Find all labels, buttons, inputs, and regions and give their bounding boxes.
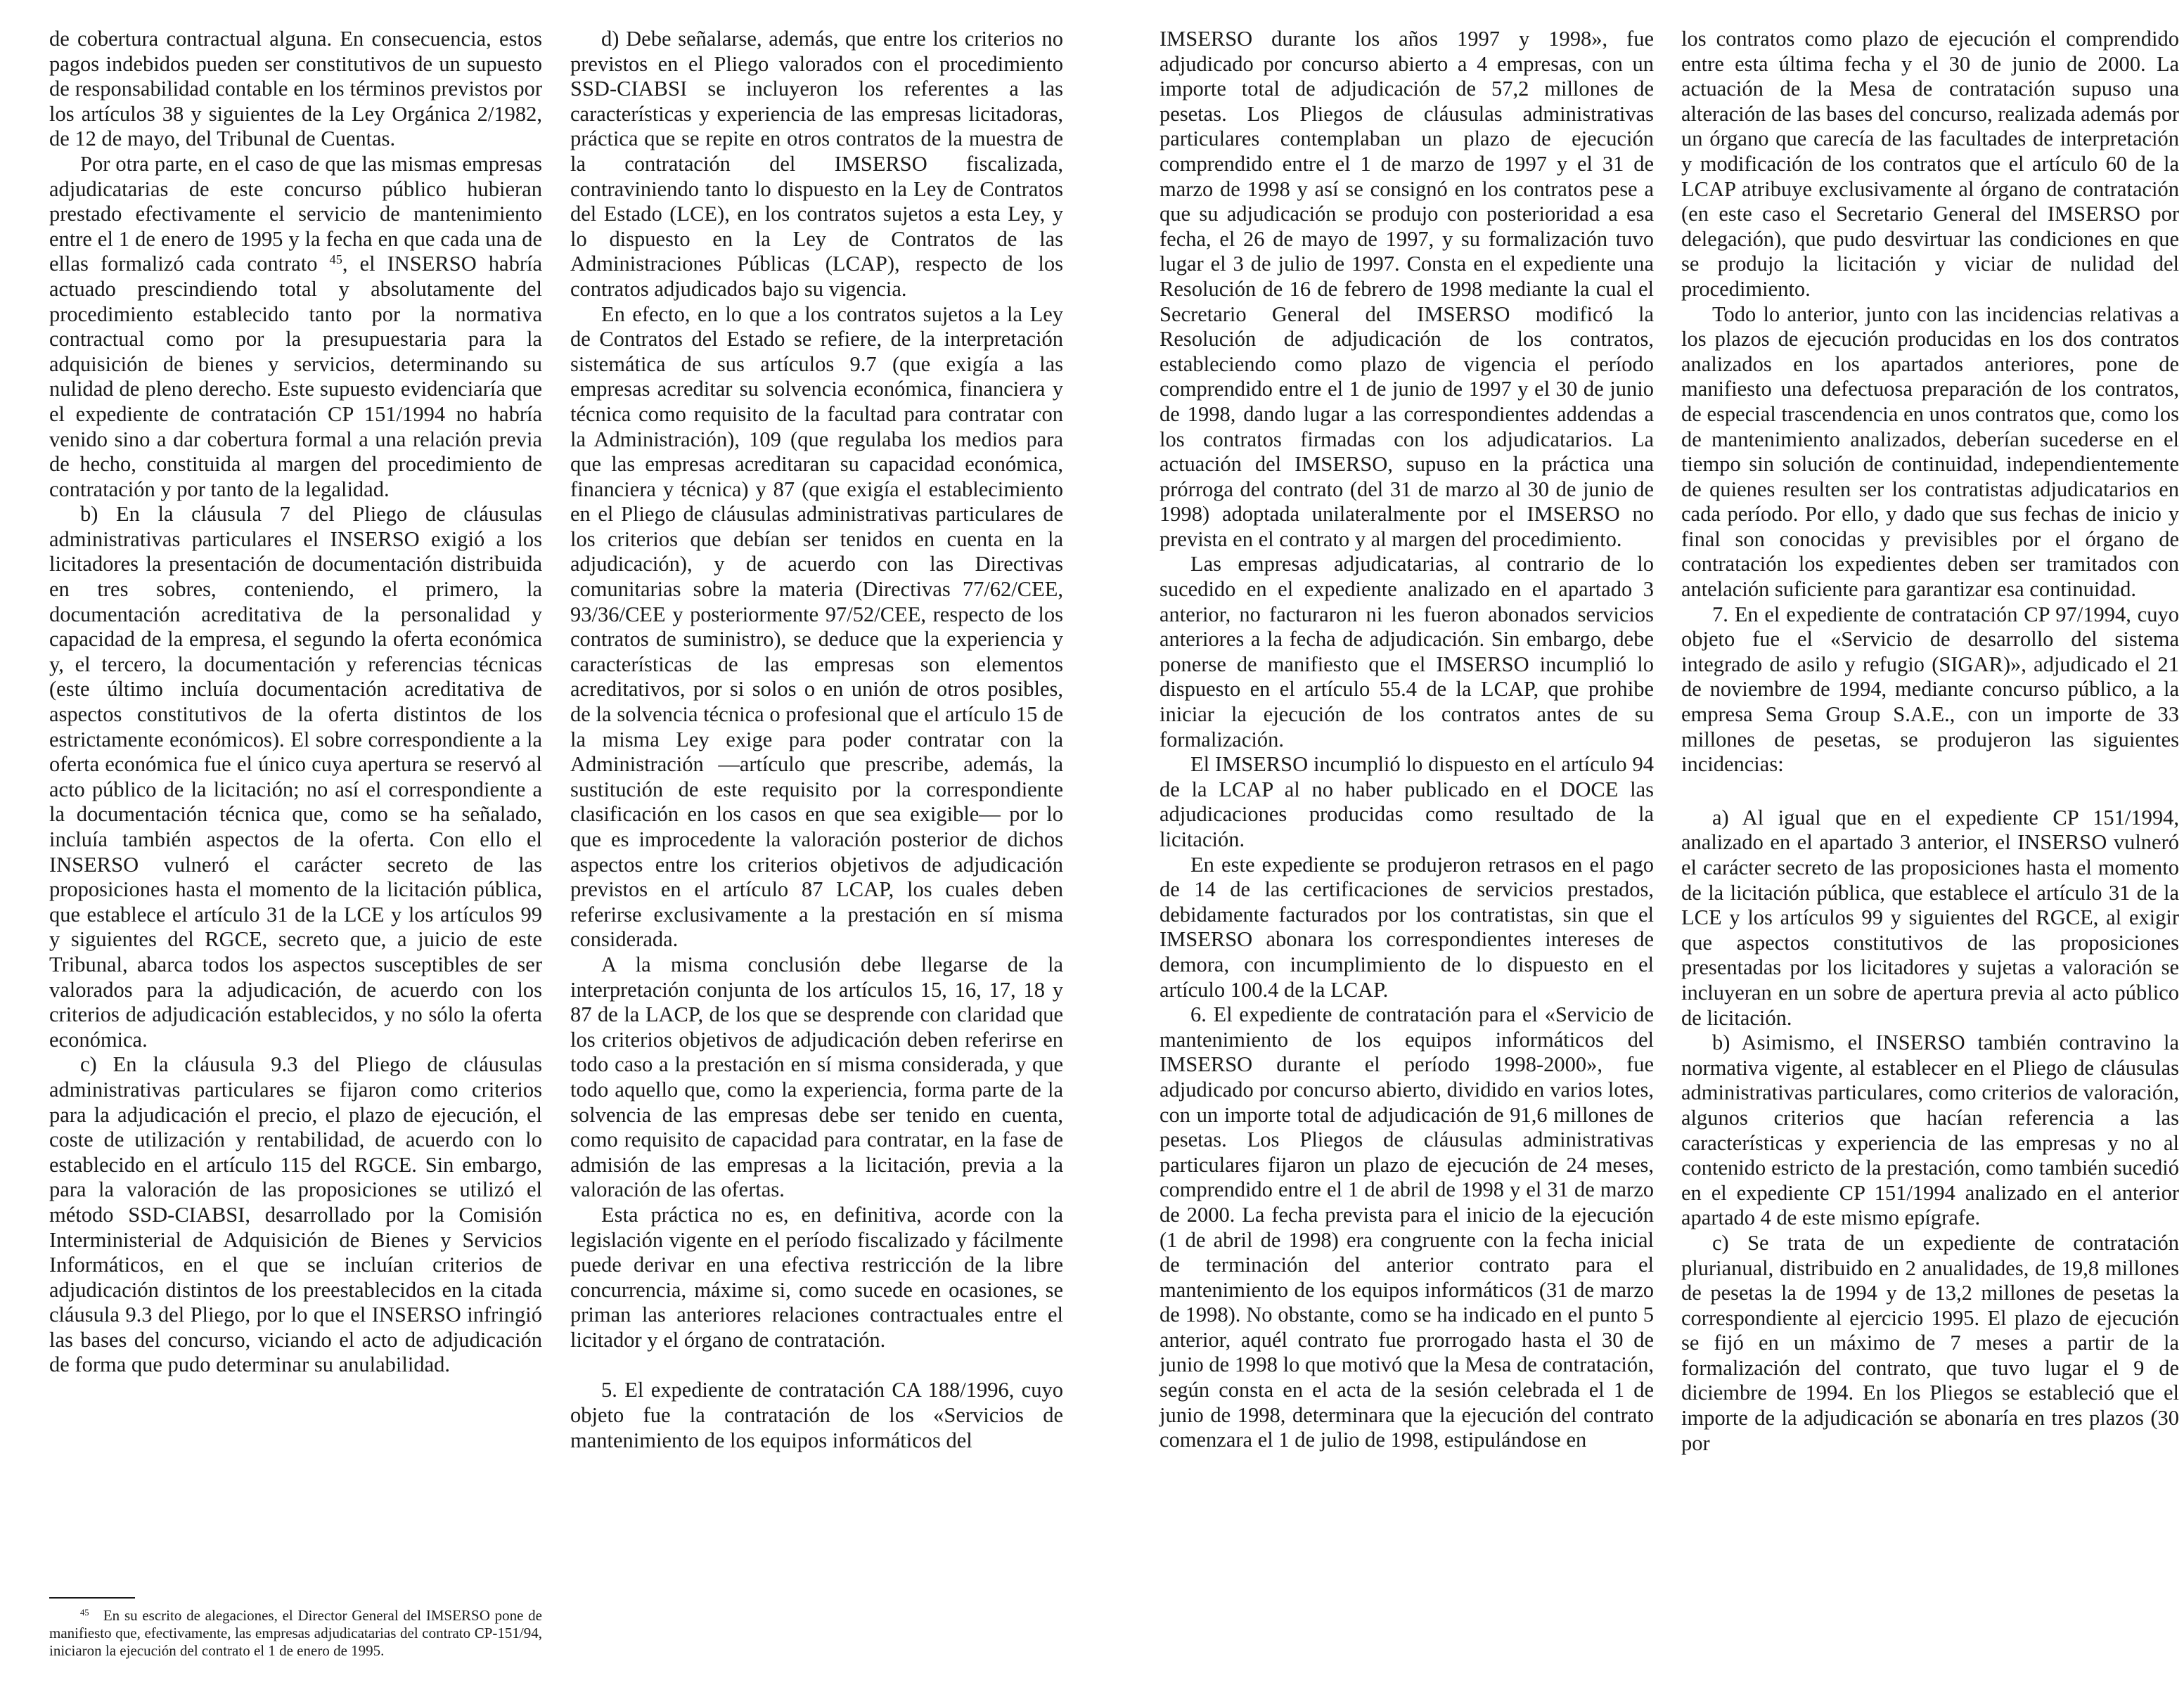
paragraph: 6. El expediente de contratación para el «Servicio de mantenimiento de los equipos informáticos del IMSERSO durante el período 1998-2000», fue adjudicado por concurso abierto, dividido en varios lotes, con un importe total de adjudicación de 91,6 millones de pesetas. Los Pliegos de cláusulas administrativas particulares fijaron un plazo de ejecución de 24 meses, comprendido entre el 1 de abril de 1998 y el 31 de marzo de 2000. La fecha prevista para el inicio de la ejecución (1 de abril de 1998) era congruente con la fecha inicial de terminación del anterior contrato para el mantenimiento de los equipos informáticos (31 de marzo de 1998). No obstante, como se ha indicado en el punto 5 anterior, aquél contrato fue prorrogado hasta el 30 de junio de 1998 lo que motivó que la Mesa de contratación, según consta en el acta de la sesión celebrada el 1 de junio de 1998, determinara que la ejecución del contrato comenzara el 1 de julio de 1998, estipulándose en (1160, 1002, 1654, 1452)
paragraph-text: Por otra parte, en el caso de que las mismas empresas adjudicatarias de este concurso público hubieran prestado efectivamente el servicio de mantenimiento entre el 1 de enero de 1995 y la fecha en que cada una de ellas formalizó cada contrato (49, 151, 542, 276)
paragraph: los contratos como plazo de ejecución el comprendido entre esta última fecha y el 30 de junio de 2000. La actuación de la Mesa de contratación supuso una alteración de las bases del concurso, realizada además por un órgano que carecía de las facultades de interpretación y modificación de los contratos que el artículo 60 de la LCAP atribuye exclusivamente al órgano de contratación (en este caso el Secretario General del IMSERSO por delegación), que pudo desvirtuar las condiciones en que se produjo la licitación y viciar de nulidad del procedimiento. (1681, 27, 2179, 301)
paragraph: c) En la cláusula 9.3 del Pliego de cláusulas administrativas particulares se fijaron como criterios para la adjudicación el precio, el plazo de ejecución, el coste de utilización y rentabilidad, de acuerdo con lo establecido en el artículo 115 del RGCE. Sin embargo, para la valoración de las proposiciones se utilizó el método SSD-CIABSI, desarrollado por la Comisión Interministerial de Adquisición de Bienes y Servicios Informáticos, en el que se incluían criterios de adjudicación distintos de los preestablecidos en la citada cláusula 9.3 del Pliego, por lo que el INSERSO infringió las bases del concurso, viciando el acto de adjudicación de forma que pudo determinar su anulabilidad. (49, 1052, 542, 1377)
paragraph: 7. En el expediente de contratación CP 97/1994, cuyo objeto fue el «Servicio de desarrollo del sistema integrado de asilo y refugio (SIGAR)», adjudicado el 21 de noviembre de 1994, mediante concurso público, a la empresa Sema Group S.A.E., con un importe de 33 millones de pesetas, se produjeron las siguientes incidencias: (1681, 602, 2179, 777)
right-page (1092, 0, 2184, 1685)
footnote-marker: 45 (80, 1608, 89, 1618)
paragraph: A la misma conclusión debe llegarse de la interpretación conjunta de los artículos 15, 16, 17, 18 y 87 de la LACP, de los que se desprende con claridad que los criterios objetivos de adjudicación deben referirse en todo caso a la prestación en sí misma considerada, y que todo aquello que, como la experiencia, forma parte de la solvencia de las empresas debe ser tenido en cuenta, como requisito de capacidad para contratar, en la fase de admisión de las empresas a la licitación, previa a la valoración de las ofertas. (570, 952, 1063, 1202)
footnote-body: En su escrito de alegaciones, el Director General del IMSERSO pone de manifiesto que, efectivamente, las empresas adjudicatarias del contrato CP-151/94, iniciaron la ejecución del contrato el 1 de enero de 1995. (49, 1607, 543, 1659)
paragraph: b) En la cláusula 7 del Pliego de cláusulas administrativas particulares el INSERSO exigió a los licitadores la presentación de documentación distribuida en tres sobres, conteniendo, el primero, la documentación acreditativa de la personalidad y capacidad de la empresa, el segundo la oferta económica y, el tercero, la documentación y referencias técnicas (este último incluía documentación acreditativa de aspectos constitutivos de la oferta distintos de los estrictamente económicos). El sobre correspondiente a la oferta económica fue el único cuya apertura se reservó al acto público de la licitación; no así el correspondiente a la documentación técnica que, como se ha señalado, incluía también aspectos de la oferta. Con ello el INSERSO vulneró el carácter secreto de las proposiciones hasta el momento de la licitación pública, que establece el artículo 31 de la LCE y los artículos 99 y siguientes del RGCE, secreto que, a juicio de este Tribunal, abarca todos los aspectos susceptibles de ser valorados para la adjudicación, de acuerdo con los criterios de adjudicación establecidos, y no sólo la oferta económica. (49, 502, 542, 1052)
paragraph: Todo lo anterior, junto con las incidencias relativas a los plazos de ejecución producidas en los dos contratos analizados en los apartados anteriores, pone de manifiesto una defectuosa preparación de los contratos, de especial trascendencia en unos contratos que, como los de mantenimiento analizados, deberían sucederse en el tiempo sin solución de continuidad, independientemente de quienes resulten ser los contratistas adjudicatarios en cada período. Por ello, y dado que sus fechas de inicio y final son conocidas y previsibles por el órgano de contratación los expedientes deben ser tramitados con antelación suficiente para garantizar esa continuidad. (1681, 302, 2179, 602)
paragraph: El IMSERSO incumplió lo dispuesto en el artículo 94 de la LCAP al no haber publicado en el DOCE las adjudicaciones producidas como resultado de la licitación. (1160, 752, 1654, 851)
paragraph: IMSERSO durante los años 1997 y 1998», fue adjudicado por concurso abierto a 4 empresas, con un importe total de adjudicación de 57,2 millones de pesetas. Los Pliegos de cláusulas administrativas particulares contemplaban un plazo de ejecución comprendido entre el 1 de marzo de 1997 y el 31 de marzo de 1998 y así se consignó en los contratos pese a que su adjudicación se produjo con posterioridad a esa fecha, el 26 de mayo de 1997, y su formalización tuvo lugar el 3 de julio de 1997. Consta en el expediente una Resolución de 16 de febrero de 1998 mediante la cual el Secretario General del IMSERSO modificó la Resolución de adjudicación de los contratos, estableciendo como plazo de vigencia el período comprendido entre el 1 de junio de 1997 y el 30 de junio de 1998, dando lugar a las correspondientes addendas a los contratos firmadas con los adjudicatarios. La actuación del IMSERSO, supuso en la práctica una prórroga del contrato (del 31 de marzo al 30 de junio de 1998) adoptada unilateralmente por el IMSERSO no prevista en el contrato y al margen del procedimiento. (1160, 27, 1654, 551)
paragraph: de cobertura contractual alguna. En consecuencia, estos pagos indebidos pueden ser constitutivos de un supuesto de responsabilidad contable en los términos previstos por los artículos 38 y siguientes de la Ley Orgánica 2/1982, de 12 de mayo, del Tribunal de Cuentas. (49, 27, 542, 151)
paragraph: Las empresas adjudicatarias, al contrario de lo sucedido en el expediente analizado en el apartado 3 anterior, no facturaron ni les fueron abonados servicios anteriores a la fecha de adjudicación. Sin embargo, debe ponerse de manifiesto que el IMSERSO incumplió lo dispuesto en el artículo 55.4 de la LCAP, que prohibe iniciar la ejecución de los contratos antes de su formalización. (1160, 552, 1654, 751)
paragraph: b) Asimismo, el INSERSO también contravino la normativa vigente, al establecer en el Pliego de cláusulas administrativas particulares, como criterios de valoración, algunos criterios que hacían referencia a las características y experiencia de las empresas y no al contenido estricto de la prestación, como también sucedió en el expediente CP 151/1994 analizado en el anterior apartado 4 de este mismo epígrafe. (1681, 1031, 2179, 1230)
right-page-column-1 (1160, 27, 1654, 1453)
paragraph: En este expediente se produjeron retrasos en el pago de 14 de las certificaciones de servicios prestados, debidamente facturados por los contratistas, sin que el IMSERSO abonara los correspondientes intereses de demora, con incumplimiento de lo dispuesto en el artículo 100.4 de la LCAP. (1160, 852, 1654, 1002)
footnote (49, 1607, 542, 1660)
right-page-column-2 (1681, 27, 2179, 1456)
paragraph-text: , el INSERSO habría actuado prescindiendo total y absolutamente del procedimiento establecido tanto por la normativa contractual como por la presupuestaria para la adquisición de bienes y servicios, determinando su nulidad de pleno derecho. Este supuesto evidenciaría que el expediente de contratación CP 151/1994 no habría venido sino a dar cobertura formal a una relación previa de hecho, constituida al margen del procedimiento de contratación y por tanto de la legalidad. (49, 252, 542, 501)
paragraph (49, 152, 542, 502)
paragraph: d) Debe señalarse, además, que entre los criterios no previstos en el Pliego valorados con el procedimiento SSD-CIABSI se incluyeron los referentes a las características y experiencia de las empresas licitadoras, práctica que se repite en otros contratos de la muestra de la contratación del IMSERSO fiscalizada, contraviniendo tanto lo dispuesto en la Ley de Contratos del Estado (LCE), en los contratos sujetos a esta Ley, y lo dispuesto en la Ley de Contratos de las Administraciones Públicas (LCAP), respecto de los contratos adjudicados bajo su vigencia. (570, 27, 1063, 301)
footnote-divider (49, 1597, 135, 1599)
paragraph-spacer (570, 1352, 1063, 1378)
left-page-column-1 (49, 27, 542, 1378)
paragraph: 5. El expediente de contratación CA 188/1996, cuyo objeto fue la contratación de los «Servicios de mantenimiento de los equipos informáticos del (570, 1378, 1063, 1452)
paragraph: a) Al igual que en el expediente CP 151/1994, analizado en el apartado 3 anterior, el INSERSO vulneró el carácter secreto de las proposiciones hasta el momento de la licitación pública, que establece el artículo 31 de la LCE y los artículos 99 y siguientes del RGCE, al exigir que aspectos constitutivos de las proposiciones presentadas por los licitadores y sujetas a valoración se incluyeran en un sobre de apertura previa al acto público de licitación. (1681, 805, 2179, 1030)
footnote-text (49, 1607, 542, 1660)
paragraph: Esta práctica no es, en definitiva, acorde con la legislación vigente en el período fiscalizado y fácilmente puede derivar en una efectiva restricción de la libre concurrencia, máxime si, como sucede en ocasiones, se priman las anteriores relaciones contractuales entre el licitador y el órgano de contratación. (570, 1202, 1063, 1352)
left-page-column-2 (570, 27, 1063, 1453)
footnote-reference[interactable]: 45 (329, 252, 342, 267)
paragraph: c) Se trata de un expediente de contratación plurianual, distribuido en 2 anualidades, de 19,8 millones de pesetas la de 1994 y de 13,2 millones de pesetas la correspondiente al ejercicio 1995. El plazo de ejecución se fijó en un máximo de 7 meses a partir de la formalización del contrato, que tuvo lugar el 9 de diciembre de 1994. En los Pliegos se estableció que el importe de la adjudicación se abonaría en tres plazos (30 por (1681, 1230, 2179, 1455)
paragraph-spacer (1681, 777, 2179, 806)
paragraph: En efecto, en lo que a los contratos sujetos a la Ley de Contratos del Estado se refiere, de la interpretación sistemática de sus artículos 9.7 (que exigía a las empresas acreditar su solvencia económica, financiera y técnica como requisito de la facultad para contratar con la Administración), 109 (que regulaba los medios para que las empresas acreditaran su capacidad económica, financiera y técnica) y 87 (que exigía el establecimiento en el Pliego de cláusulas administrativas particulares de los criterios que debían ser tenidos en cuenta en la adjudicación), y de acuerdo con las Directivas comunitarias sobre la materia (Directivas 77/62/CEE, 93/36/CEE y posteriormente 97/52/CEE, respecto de los contratos de suministro), se deduce que la experiencia y características de las empresas son elementos acreditativos, por si solos o en unión de otros posibles, de la solvencia técnica o profesional que el artículo 15 de la misma Ley exige para poder contratar con la Administración —artículo que prescribe, además, la sustitución de este requisito por la correspondiente clasificación en los casos en que sea exigible— por lo que es improcedente la valoración posterior de dichos aspectos entre los criterios objetivos de adjudicación previstos en el artículo 87 LCAP, los cuales deben referirse exclusivamente a la prestación en sí misma considerada. (570, 302, 1063, 952)
